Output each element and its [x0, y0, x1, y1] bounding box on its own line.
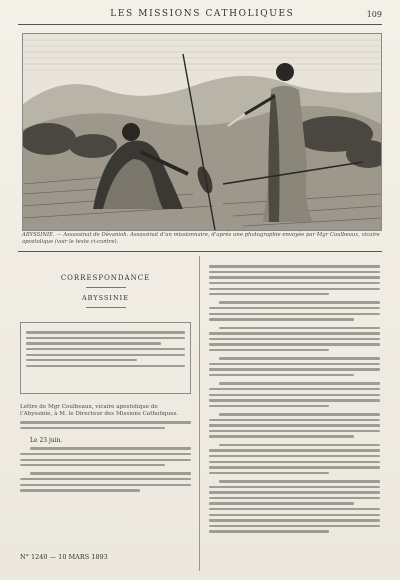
text-line: [209, 502, 354, 504]
right-column: [209, 256, 380, 536]
text-line: [26, 365, 185, 367]
text-line: [209, 525, 380, 527]
text-line: [26, 354, 185, 356]
text-line: [30, 447, 191, 449]
text-line: [20, 489, 140, 491]
text-line: [209, 486, 380, 488]
text-line: [30, 472, 191, 474]
text-line: [209, 363, 380, 365]
text-line: [209, 514, 380, 516]
text-line: [209, 491, 380, 493]
text-line: [209, 313, 380, 315]
issue-footer: N° 1240 — 10 MARS 1893: [20, 553, 108, 561]
text-line: [209, 271, 380, 273]
text-line: [219, 301, 380, 303]
text-line: [20, 484, 191, 486]
subsection-rule: [86, 307, 126, 308]
letter-date: Le 23 juin.: [30, 437, 63, 445]
page-header: [18, 7, 382, 21]
text-line: [209, 368, 380, 370]
text-line: [209, 519, 380, 521]
text-line: [219, 357, 380, 359]
text-line: [20, 421, 191, 423]
text-line: [26, 359, 137, 361]
text-line: [209, 399, 380, 401]
text-line: [209, 466, 380, 468]
text-line: [209, 288, 380, 290]
text-line: [219, 382, 380, 384]
text-line: [219, 444, 380, 446]
text-line: [219, 413, 380, 415]
text-line: [209, 497, 380, 499]
text-line: [209, 419, 380, 421]
text-line: [209, 461, 380, 463]
text-line: [219, 480, 380, 482]
text-line: [20, 459, 191, 461]
text-line: [20, 464, 165, 466]
text-line: [209, 349, 329, 351]
text-line: [209, 265, 380, 267]
text-line: [26, 342, 161, 344]
intro-letter-block: [20, 322, 191, 394]
column-divider: [199, 256, 200, 571]
letter-intro-paragraph: Lettre de Mgr Coulbeaux, vicaire apostolique de l’Abyssinie, à M. le Directeur des Missions Catholiques.: [20, 404, 179, 417]
text-line: [209, 394, 380, 396]
text-line: [209, 338, 380, 340]
text-line: [219, 327, 380, 329]
page-number: 109: [366, 9, 382, 19]
illustration-caption: ABYSSINIE. — Assassinat de Dévanioh. Assassinat d’un missionnaire, d’après une photographie envoyée par Mgr Coulbeaux, vicaire apostolique (voir le texte ci-contre).: [22, 232, 380, 245]
text-line: [26, 337, 185, 339]
text-line: [209, 455, 380, 457]
section-rule: [86, 287, 126, 288]
text-line: [209, 424, 380, 426]
journal-title: LES MISSIONS CATHOLIQUES: [110, 9, 295, 19]
text-line: [209, 307, 380, 309]
text-line: [209, 530, 329, 532]
text-line: [209, 435, 354, 437]
text-line: [26, 348, 185, 350]
text-line: [209, 276, 380, 278]
text-line: [209, 282, 380, 284]
text-line: [209, 388, 380, 390]
text-line: [209, 430, 380, 432]
engraving-illustration: [22, 33, 382, 231]
text-line: [209, 318, 354, 320]
text-line: [20, 453, 191, 455]
text-line: [209, 508, 380, 510]
engraving-scene: [23, 34, 381, 230]
text-line: [209, 343, 380, 345]
text-line: [20, 478, 191, 480]
text-line: [20, 427, 165, 429]
text-line: [209, 472, 329, 474]
text-line: [26, 331, 185, 333]
text-line: [209, 293, 329, 295]
text-line: [209, 449, 380, 451]
text-line: [209, 405, 329, 407]
text-line: [209, 332, 380, 334]
subsection-title: ABYSSINIE: [81, 294, 129, 302]
header-rule: [18, 24, 382, 25]
left-column: [20, 256, 191, 495]
caption-rule: [18, 251, 382, 252]
section-title: CORRESPONDANCE: [60, 274, 151, 282]
text-line: [209, 374, 354, 376]
